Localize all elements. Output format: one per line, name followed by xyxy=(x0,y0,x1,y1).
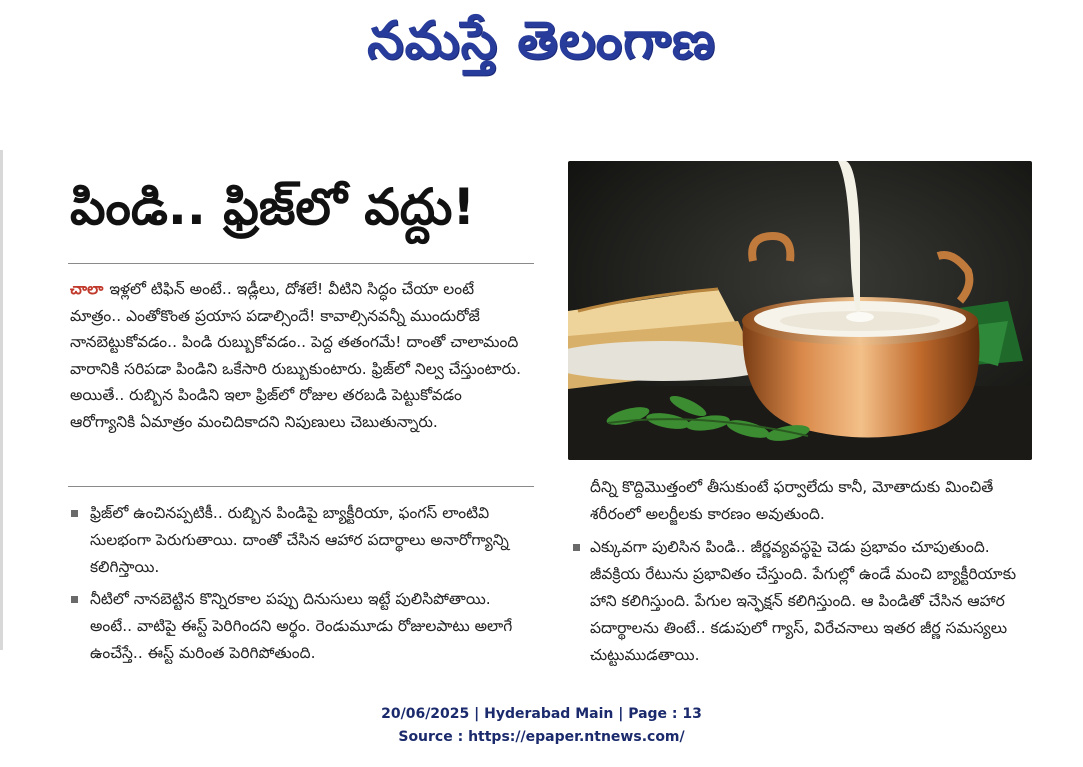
continuation-paragraph: దీన్ని కొద్దిమొత్తంలో తీసుకుంటే ఫర్వాలేదు కానీ, మోతాదుకు మించితే శరీరంలో అలర్జీలకు కారణం అవుతుంది. xyxy=(590,478,994,523)
page-footer xyxy=(0,703,1083,749)
footer-date-edition: 20/06/2025 | Hyderabad Main | Page : 13 xyxy=(381,706,702,722)
bullet-list-left xyxy=(70,500,530,672)
article-lede xyxy=(70,276,530,435)
lede-divider xyxy=(68,486,534,487)
footer-source: Source : https://epaper.ntnews.com/ xyxy=(398,729,685,745)
photo-illustration xyxy=(568,161,1032,460)
article-photo xyxy=(568,161,1032,460)
square-bullet-icon xyxy=(71,596,78,603)
bullet-item: ఎక్కువగా పులిసిన పిండి.. జీర్ణవ్యవస్థపై చెడు ప్రభావం చూపుతుంది. జీవక్రియ రేటును ప్రభావితం చేస్తుంది. పేగుల్లో ఉండే మంచి బ్యాక్టీరియాకు హాని కలిగిస్తుంది. పేగుల ఇన్ఫెక్షన్ కలిగిస్తుంది. ఆ పిండితో చేసిన ఆహార పదార్థాలను తింటే.. కడుపులో గ్యాస్, విరేచనాలు ఇతర జీర్ణ సమస్యలు చుట్టుముడతాయి. xyxy=(572,534,1034,669)
lede-text: ఇళ్లలో టిఫిన్ అంటే.. ఇడ్లీలు, దోశలే! వీటిని సిద్ధం చేయా లంటే మాత్రం.. ఎంతోకొంత ప్రయాస పడాల్సిందే! కావాల్సినవన్నీ ముందురోజే నానబెట్టుకోవడం.. పిండి రుబ్బుకోవడం.. పెద్ద తతంగమే! దాంతో చాలామంది వారానికి సరిపడా పిండిని ఒకేసారి రుబ్బుకుంటారు. ఫ్రిజ్‌లో నిల్వ చేస్తుంటారు. అయితే.. రుబ్బిన పిండిని ఇలా ఫ్రిజ్‌లో రోజుల తరబడి పెట్టుకోవడం ఆరోగ్యానికి ఏమాత్రం మంచిదికాదని నిపుణులు చెబుతున్నారు. xyxy=(70,280,522,431)
lede-kicker: చాలా xyxy=(70,280,104,298)
square-bullet-icon xyxy=(573,544,580,551)
headline-divider xyxy=(68,263,534,264)
page-edge-rule xyxy=(0,150,3,650)
right-column xyxy=(572,474,1034,669)
bullet-item: నీటిలో నానబెట్టిన కొన్నిరకాల పప్పు దినుసులు ఇట్టే పులిసిపోతాయి. అంటే.. వాటిపై ఈస్ట్ పెరిగిందని అర్థం. రెండుమూడు రోజులపాటు అలాగే ఉంచేస్తే.. ఈస్ట్ మరింత పెరిగిపోతుంది. xyxy=(70,586,530,667)
bullet-item: ఫ్రిజ్‌లో ఉంచినప్పటికీ.. రుబ్బిన పిండిపై బ్యాక్టీరియా, ఫంగస్ లాంటివి సులభంగా పెరుగుతాయి. దాంతో చేసిన ఆహార పదార్థాలు అనారోగ్యాన్ని కలిగిస్తాయి. xyxy=(70,500,530,581)
newspaper-masthead: నమస్తే తెలంగాణ xyxy=(367,11,716,71)
square-bullet-icon xyxy=(71,510,78,517)
article-headline: పిండి.. ఫ్రిజ్‌లో వద్దు! xyxy=(70,178,476,236)
